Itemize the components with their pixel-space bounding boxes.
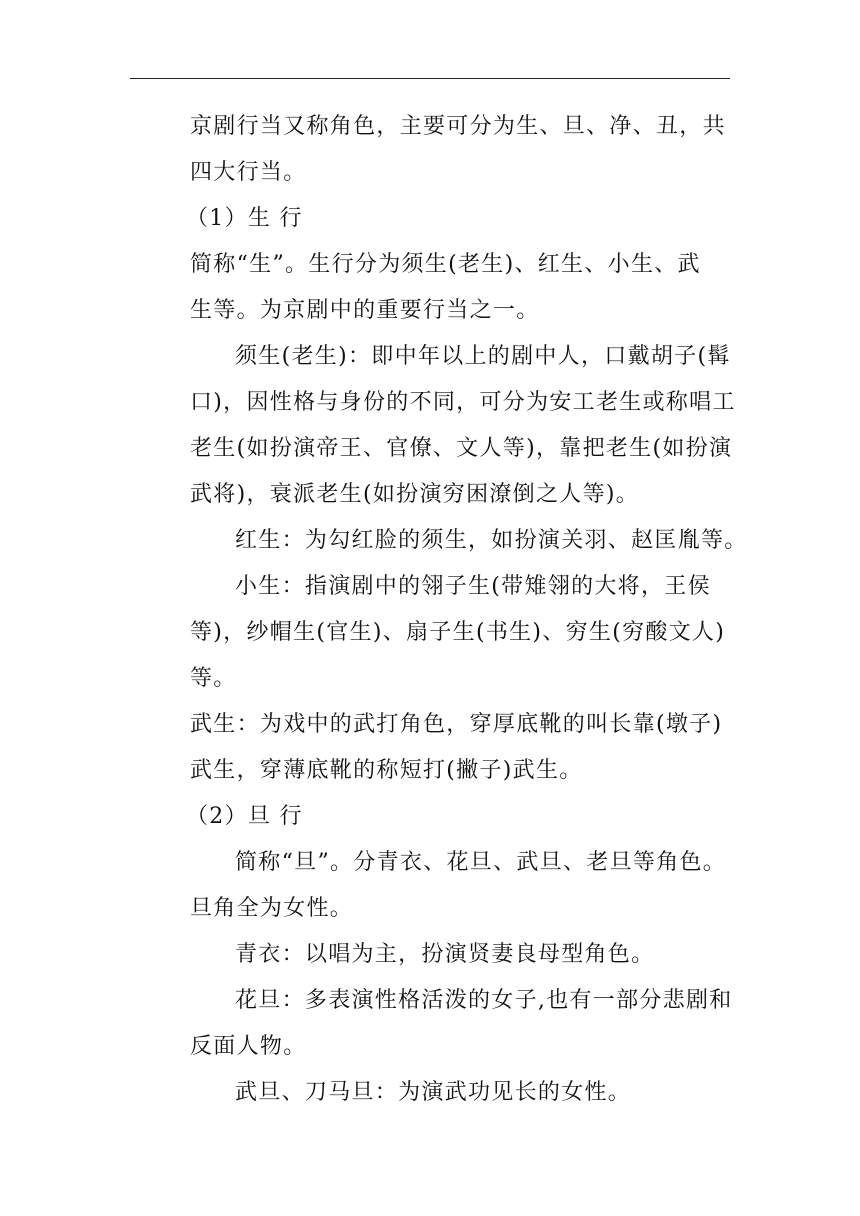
- text-line: 旦角全为女性。: [190, 896, 354, 921]
- text-line: 青衣：以唱为主，扮演贤妻良母型角色。: [235, 942, 655, 967]
- text-line: 武生：为戏中的武打角色，穿厚底靴的叫长靠(墩子): [190, 712, 723, 737]
- text-line: 武旦、刀马旦：为演武功见长的女性。: [235, 1080, 632, 1105]
- text-line: 武将)，衰派老生(如扮演穷困潦倒之人等)。: [190, 482, 640, 507]
- text-line: 口)，因性格与身份的不同，可分为安工老生或称唱工: [190, 390, 736, 415]
- text-line: 老生(如扮演帝王、官僚、文人等)，靠把老生(如扮演: [190, 436, 733, 461]
- text-line: 花旦：多表演性格活泼的女子,也有一部分悲剧和: [235, 988, 733, 1013]
- text-line: 须生(老生)：即中年以上的剧中人，口戴胡子(髯: [235, 344, 731, 369]
- text-line: 简称“生”。生行分为须生(老生)、红生、小生、武: [190, 252, 701, 277]
- section-heading-sheng: （1）生 行: [186, 206, 303, 231]
- document-body: [186, 104, 748, 1116]
- section-heading-dan: （2）旦 行: [186, 804, 303, 829]
- text-line: 反面人物。: [190, 1034, 307, 1059]
- text-line: 四大行当。: [190, 160, 307, 185]
- text-line: 等)，纱帽生(官生)、扇子生(书生)、穷生(穷酸文人): [190, 620, 726, 645]
- text-line: 红生：为勾红脸的须生，如扮演关羽、赵匡胤等。: [235, 528, 748, 553]
- text-line: 小生：指演剧中的翎子生(带雉翎的大将，王侯: [235, 574, 711, 599]
- header-rule: [130, 78, 730, 79]
- text-line: 生等。为京剧中的重要行当之一。: [190, 298, 540, 323]
- text-line: 等。: [190, 666, 237, 691]
- text-line: 京剧行当又称角色，主要可分为生、旦、净、丑，共: [190, 114, 726, 139]
- text-line: 简称“旦”。分青衣、花旦、武旦、老旦等角色。: [235, 850, 727, 875]
- text-line: 武生，穿薄底靴的称短打(撇子)武生。: [190, 758, 583, 783]
